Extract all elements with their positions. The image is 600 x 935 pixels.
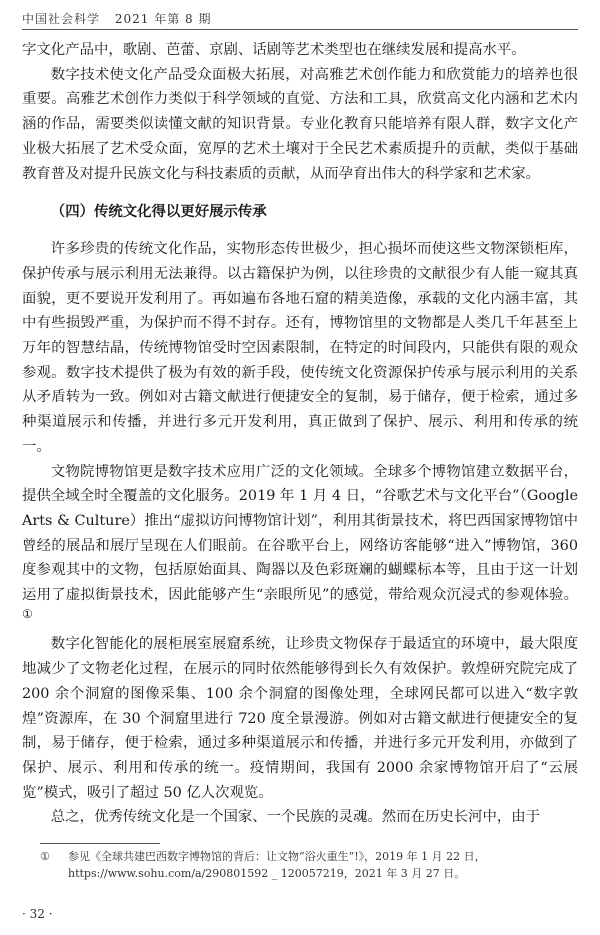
footnote-rule — [40, 843, 160, 844]
paragraph-dunhuang: 数字化智能化的展柜展室展窟系统，让珍贵文物保存于最适宜的环境中，最大限度地减少了文物老化过程，在展示的同时依然能够得到长久有效保护。敦煌研究院完成了 200 余个洞窟的图像采集、100 余个洞窟的图像处理，全球网民都可以进入“数字敦煌”资源库，在 30 个洞窟里进行 720 度全景漫游。例如对古籍文献进行便捷安全的复制，易于储存，便于检索，通过多种渠道展示和传播，并进行多元开发利用，亦做到了保护、展示、利用和传承的统一。疫情期间，我国有 2000 余家博物馆开启了“云展览”模式，吸引了超过 50 亿人次观览。 — [22, 636, 578, 801]
issue-label: 2021 年第 8 期 — [114, 12, 212, 26]
footnote-text-1: 参见《全球共建巴西数字博物馆的背后：让文物“浴火重生”!》，2019 年 1 月 22 日， — [68, 850, 486, 863]
footnote — [40, 848, 578, 882]
footnote-number: ① — [40, 850, 50, 863]
section-heading: （四）传统文化得以更好展示传承 — [50, 204, 267, 221]
paragraph-intro: 字文化产品中，歌剧、芭蕾、京剧、话剧等艺术类型也在继续发展和提高水平。 — [22, 42, 526, 58]
footnote-url[interactable]: https://www.sohu.com/a/290801592 _ 120057219，2021 年 3 月 27 日。 — [68, 867, 466, 880]
footnote-marker[interactable]: ① — [22, 606, 33, 621]
body-text — [22, 38, 578, 830]
page-number: · 32 · — [22, 907, 53, 921]
paragraph-heritage: 许多珍贵的传统文化作品，实物形态传世极少，担心损坏而使这些文物深锁柜库，保护传承与展示利用无法兼得。以古籍保护为例，以往珍贵的文献很少有人能一窥其真面貌，更不要说开发利用了。再如遍布各地石窟的精美造像，承载的文化内涵丰富，其中有些损毁严重，为保护而不得不封存。还有，博物馆里的文物都是人类几千年甚至上万年的智慧结晶，传统博物馆受时空因素限制，在特定的时间段内，只能供有限的观众参观。数字技术提供了极为有效的新手段，使传统文化资源保护传承与展示利用的关系从矛盾转为一致。例如对古籍文献进行便捷安全的复制，易于储存，便于检索，通过多种渠道展示和传播，并进行多元开发利用，真正做到了保护、展示、利用和传承的统一。 — [22, 241, 578, 455]
paragraph-conclusion: 总之，优秀传统文化是一个国家、一个民族的灵魂。然而在历史长河中，由于 — [50, 809, 541, 826]
header-rule — [22, 29, 578, 30]
journal-name: 中国社会科学 — [22, 12, 101, 26]
footnote-line-1 — [40, 848, 578, 865]
paragraph-museum-text: 文物院博物馆更是数字技术应用广泛的文化领域。全球多个博物馆建立数据平台，提供全域全时全覆盖的文化服务。2019 年 1 月 4 日，“谷歌艺术与文化平台”（Google Arts & Culture）推出“虚拟访问博物馆计划”，利用其街景技术，将巴西国家博物馆中曾经的展品和展厅呈现在人们眼前。在谷歌平台上，网络访客能够“进入”博物馆，360 度参观其中的文物，包括原始面具、陶器以及色彩斑斓的蝴蝶标本等，且由于这一计划运用了虚拟街景技术，因此能够产生“亲眼所见”的感觉，带给观众沉浸式的参观体验。 — [22, 463, 578, 604]
running-head — [22, 10, 211, 27]
paragraph-art: 数字技术使文化产品受众面极大拓展，对高雅艺术创作能力和欣赏能力的培养也很重要。高雅艺术创作力类似于科学领域的直觉、方法和工具，欣赏高文化内涵和艺术内涵的作品，需要类似读懂文献的知识背景。专业化教育只能培养有限人群，数字文化产业极大拓展了艺术受众面，宽厚的艺术土壤对于全民艺术素质提升的贡献，类似于基础教育普及对提升民族文化与科技素质的贡献，从而孕育出伟大的科学家和艺术家。 — [22, 66, 578, 182]
paragraph-museum — [22, 460, 578, 633]
